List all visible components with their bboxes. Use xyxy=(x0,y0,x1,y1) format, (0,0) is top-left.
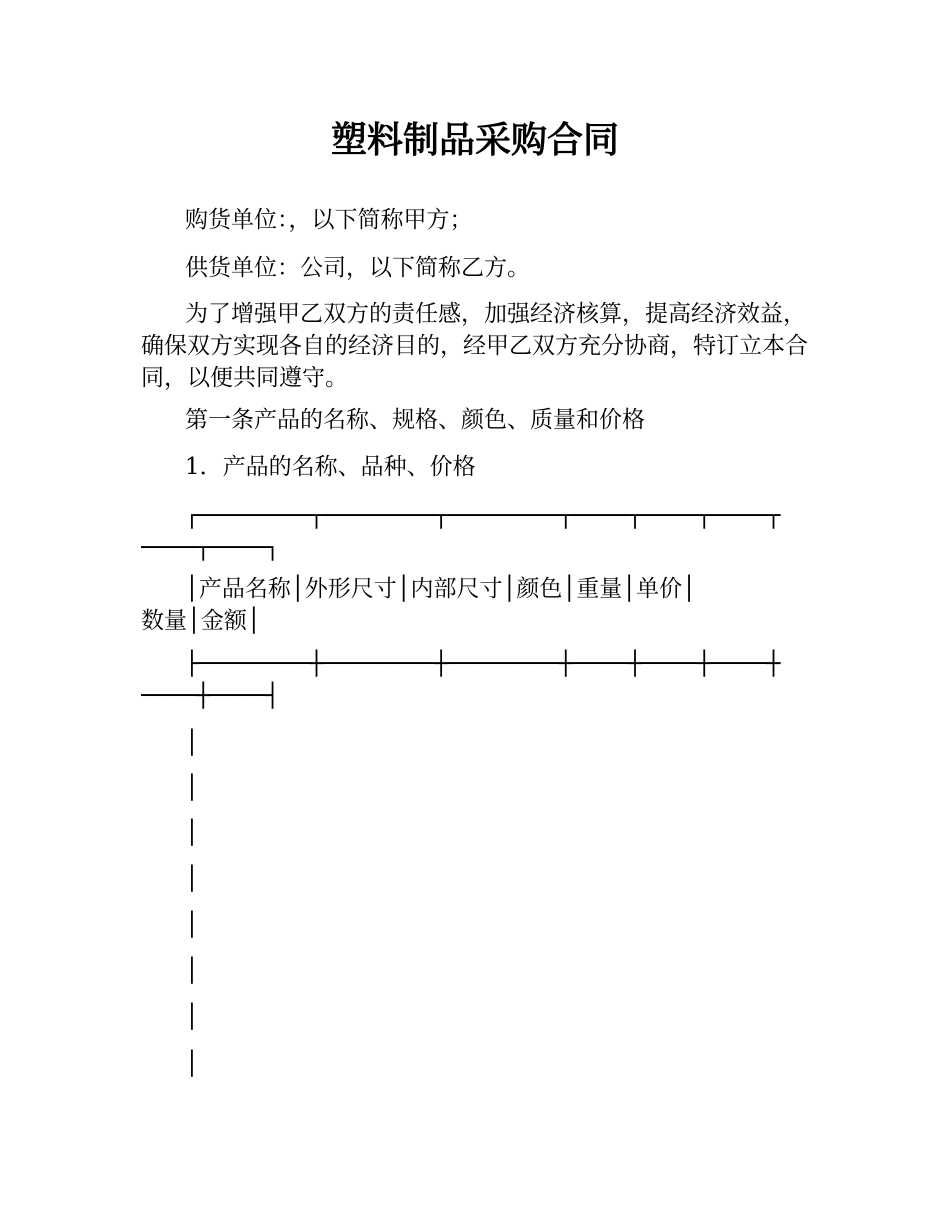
supplier-line: 供货单位：公司，以下简称乙方。 xyxy=(185,255,530,281)
table-row: │ xyxy=(185,1004,199,1030)
buyer-line: 购货单位：，以下简称甲方； xyxy=(185,207,473,233)
table-row: │ xyxy=(185,775,199,801)
table-header-line1: │产品名称│外形尺寸│内部尺寸│颜色│重量│单价│ xyxy=(185,576,696,602)
item1-heading: 1．产品的名称、品种、价格 xyxy=(185,454,476,480)
table-row: │ xyxy=(185,912,199,938)
table-top-border-line2: ────┬────┐ xyxy=(141,535,280,561)
table-separator-line1: ├────────┼────────┼────────┼────┼────┼────┼ xyxy=(185,651,781,677)
table-separator-line2: ────┼────┤ xyxy=(141,683,280,709)
table-row: │ xyxy=(185,1051,199,1077)
table-row: │ xyxy=(185,866,199,892)
table-header-line2: 数量│金额│ xyxy=(141,608,261,634)
purpose-paragraph: 为了增强甲乙双方的责任感，加强经济核算，提高经济效益，确保双方实现各自的经济目的，经甲乙双方充分协商，特订立本合同，以便共同遵守。 xyxy=(141,301,808,391)
table-row: │ xyxy=(185,820,199,846)
table-row: │ xyxy=(185,958,199,984)
document-title: 塑料制品采购合同 xyxy=(330,120,619,161)
table-row: │ xyxy=(185,730,199,756)
article1-heading: 第一条产品的名称、规格、颜色、质量和价格 xyxy=(185,407,645,433)
table-top-border-line1: ┌────────┬────────┬────────┬────┬────┬────┬ xyxy=(185,503,781,529)
